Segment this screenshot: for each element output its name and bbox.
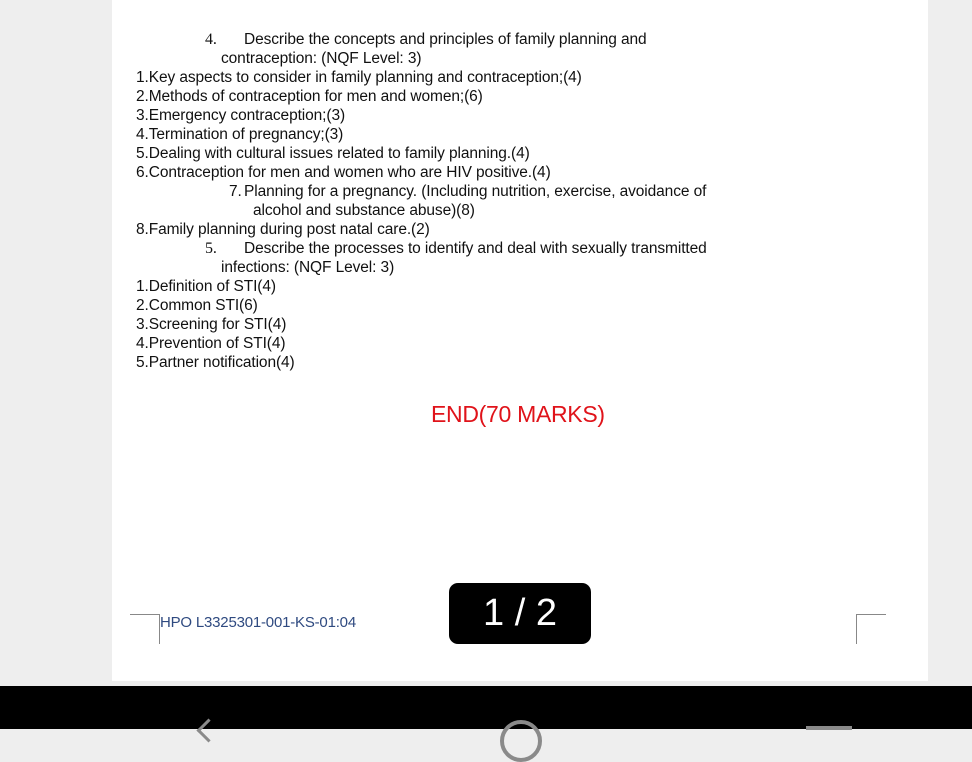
list-item: 4.Prevention of STI(4) [136,335,286,352]
section-title: Describe the processes to identify and deal with sexually transmitted [244,240,707,257]
section-title: Describe the concepts and principles of family planning and [244,31,647,48]
list-item: Planning for a pregnancy. (Including nutrition, exercise, avoidance of [244,183,707,200]
crop-mark-left [130,614,160,615]
list-item: 8.Family planning during post natal care.(2) [136,221,430,238]
list-item: 1.Key aspects to consider in family planning and contraception;(4) [136,69,582,86]
list-item: 1.Definition of STI(4) [136,278,276,295]
end-marks-label: END(70 MARKS) [431,401,605,427]
list-item: 2.Methods of contraception for men and women;(6) [136,88,483,105]
footer-document-code: HPO L3325301-001-KS-01:04 [160,614,356,631]
list-item-continued: alcohol and substance abuse)(8) [253,202,475,219]
list-item-number: 7. [229,183,242,200]
home-icon[interactable] [500,720,542,762]
list-item: 2.Common STI(6) [136,297,258,314]
back-icon[interactable] [196,718,220,742]
system-navigation-bar [0,686,972,729]
list-item: 4.Termination of pregnancy;(3) [136,126,344,143]
section-number: 4. [205,31,217,48]
list-item: 5.Partner notification(4) [136,354,295,371]
recents-icon[interactable] [806,726,852,750]
list-item: 3.Emergency contraception;(3) [136,107,346,124]
crop-mark-right [856,614,857,644]
list-item: 6.Contraception for men and women who are HIV positive.(4) [136,164,551,181]
page-indicator: 1 / 2 [449,583,591,644]
crop-mark-right [856,614,886,615]
section-title-continued: infections: (NQF Level: 3) [221,259,395,276]
list-item: 5.Dealing with cultural issues related to family planning.(4) [136,145,530,162]
section-title-continued: contraception: (NQF Level: 3) [221,50,422,67]
list-item: 3.Screening for STI(4) [136,316,287,333]
section-number: 5. [205,240,217,257]
